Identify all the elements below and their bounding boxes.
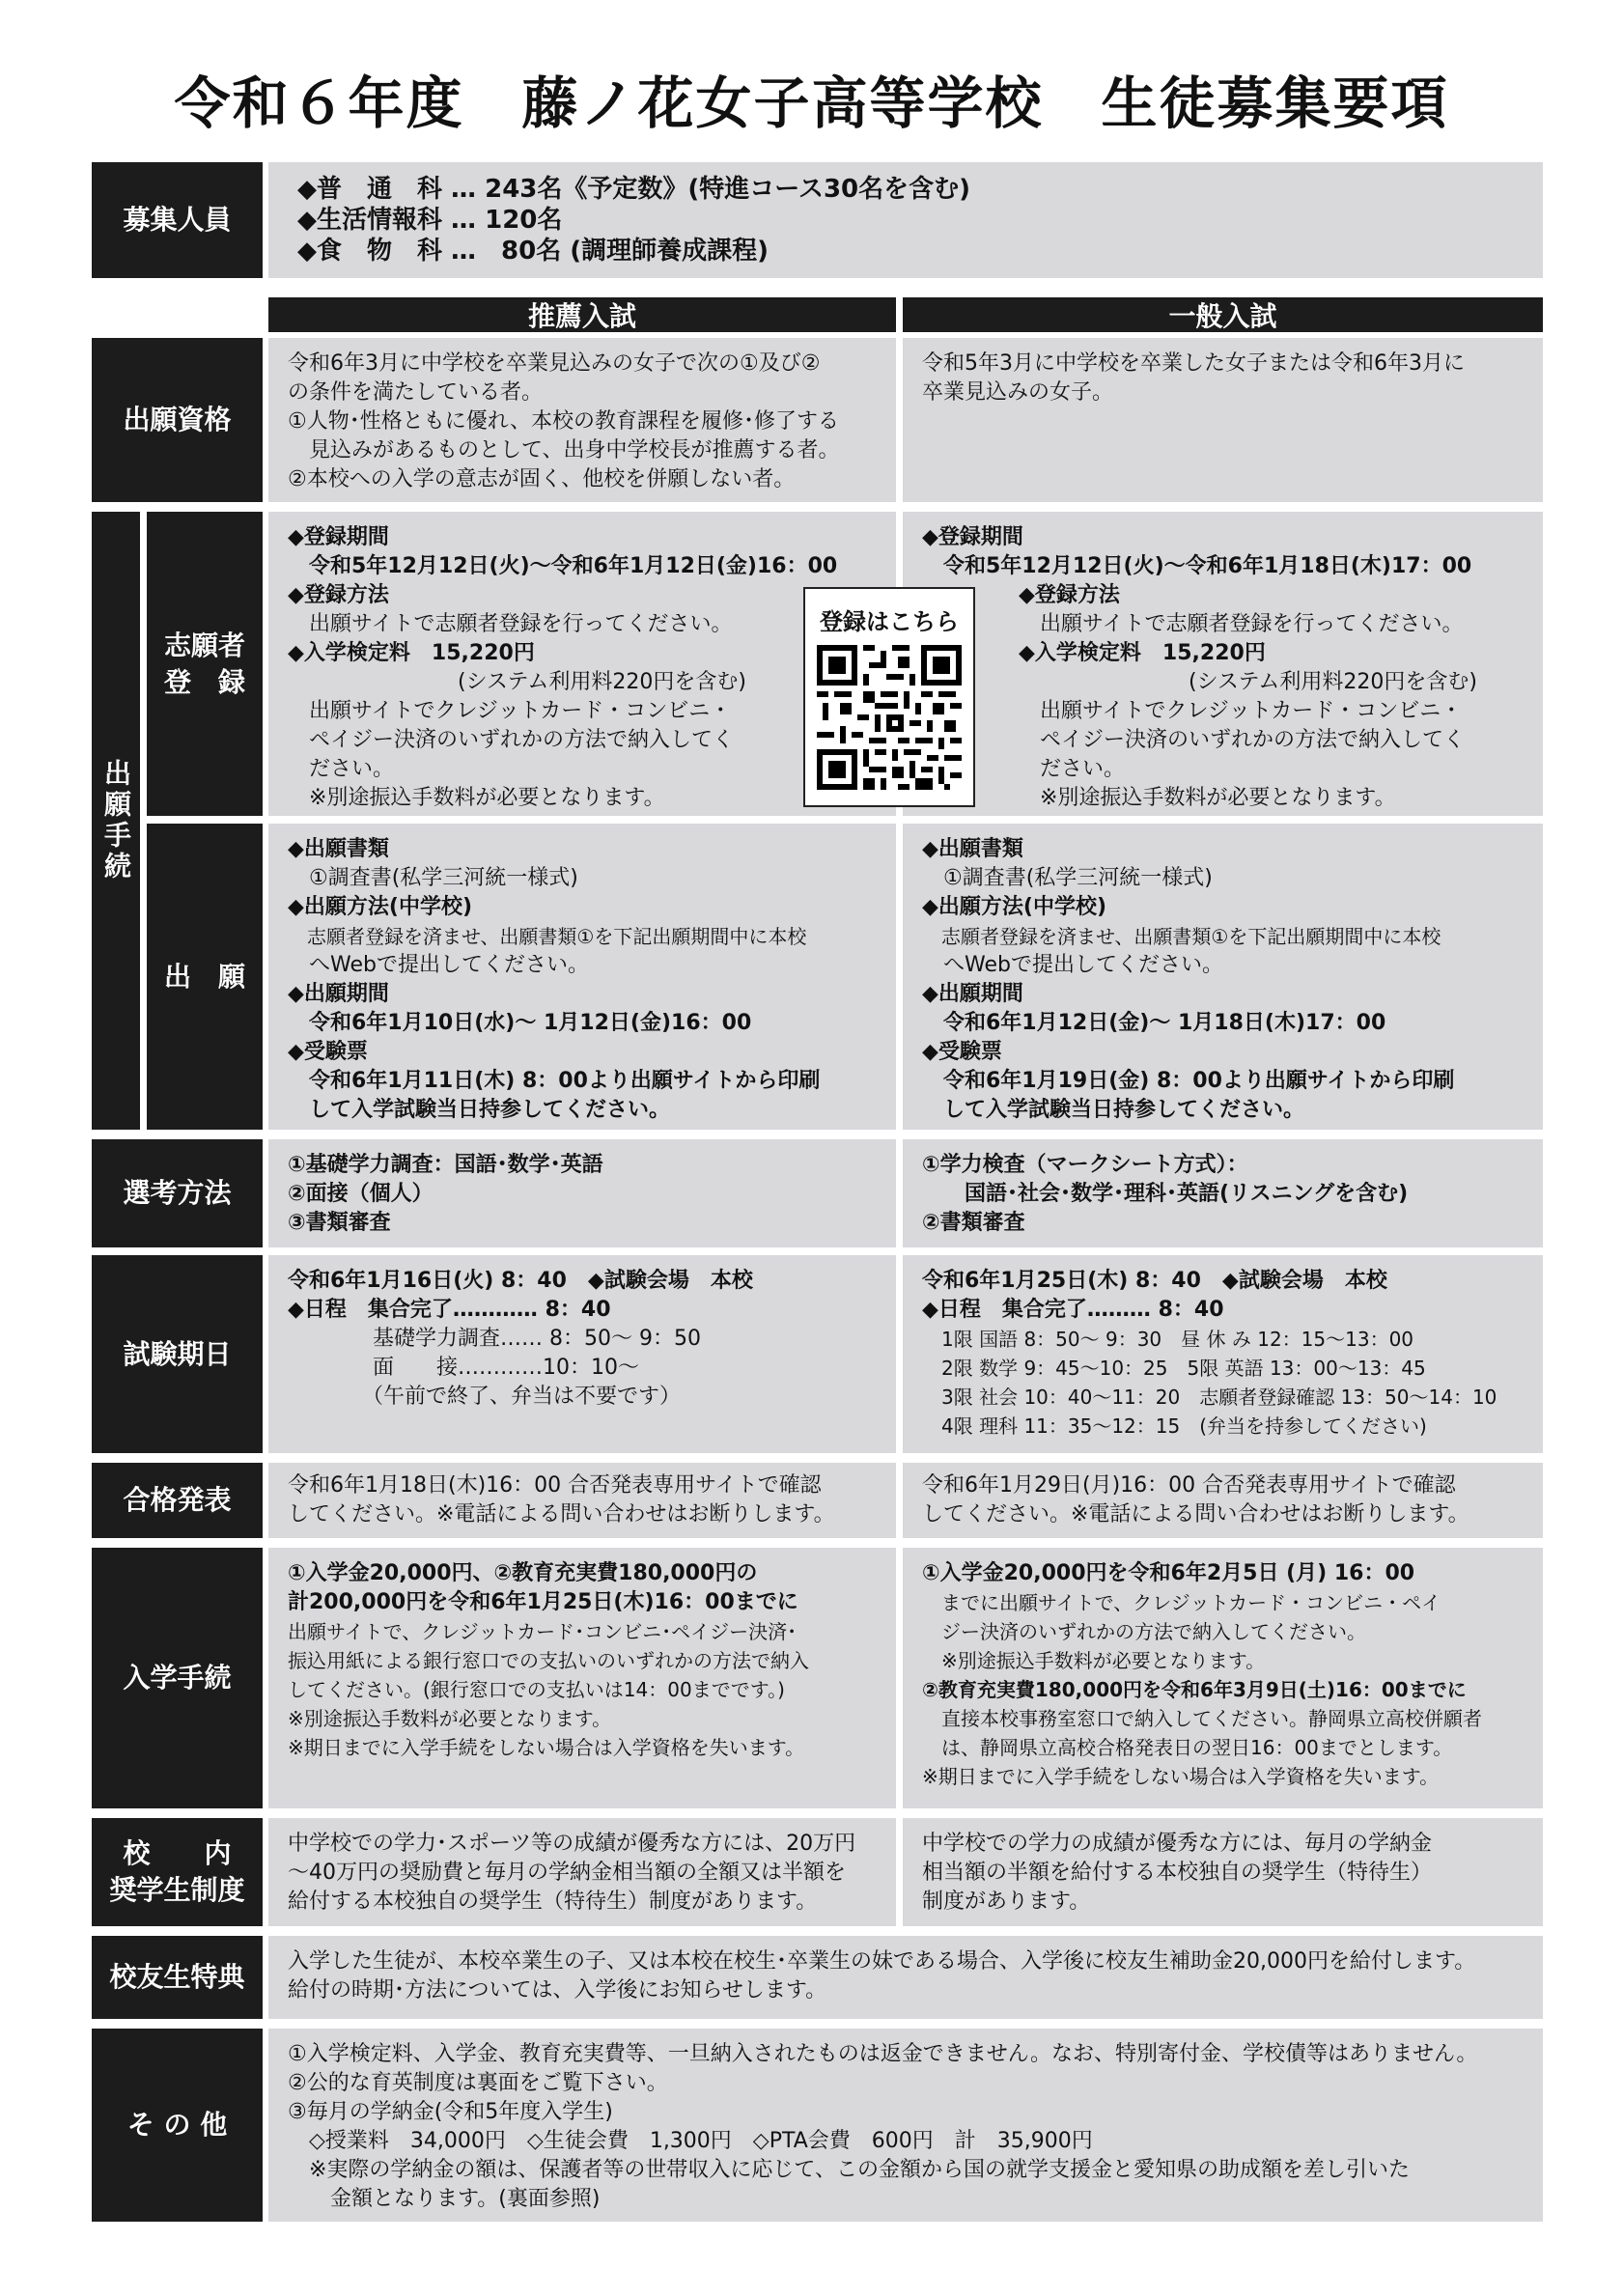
senko-suisen <box>268 1139 896 1247</box>
text-line: 基礎学力調査…… 8：50～ 9：50 <box>288 1327 701 1351</box>
text-line: ～40万円の奨励費と毎月の学納金相当額の全額又は半額を <box>288 1861 846 1885</box>
shikaku-suisen <box>268 338 896 502</box>
text-line: 中学校での学力･スポーツ等の成績が優秀な方には、20万円 <box>288 1832 856 1856</box>
text-line: 入学した生徒が、本校卒業生の子、又は本校在校生･卒業生の妹である場合、入学後に校友生補助金20,000円を給付します。 <box>288 1949 1476 1974</box>
text-line: ①入学金20,000円、②教育充実費180,000円の <box>288 1561 758 1585</box>
text-line: ださい。 <box>288 757 395 781</box>
gokaku-label: 合格発表 <box>92 1463 263 1538</box>
text-line: ペイジー決済のいずれかの方法で納入してく <box>288 728 735 752</box>
text-line: ①調査書(私学三河統一様式) <box>922 866 1213 890</box>
text-line: 1限 国語 8：50～ 9：30 昼 休 み 12：15～13：00 <box>922 1328 1414 1351</box>
shigansha-label-text: 志願者 登 録 <box>163 629 245 698</box>
text-line: ◆出願期間 <box>922 982 1023 1006</box>
page-title: 令和６年度 藤ノ花女子高等学校 生徒募集要項 <box>174 70 1449 136</box>
text-line: ③書類審査 <box>288 1211 391 1235</box>
text-line: ◆登録方法 <box>1019 583 1120 607</box>
text-line: (システム利用料220円を含む) <box>1019 670 1477 694</box>
text-line: ◆受験票 <box>922 1040 1002 1064</box>
text-line: ※別途振込手数料が必要となります。 <box>922 1649 1266 1672</box>
text-line: へWebで提出してください。 <box>288 953 589 977</box>
shutsugan-suisen <box>268 824 896 1130</box>
text-line: 直接本校事務室窓口で納入してください。静岡県立高校併願者 <box>922 1707 1482 1730</box>
boshu-line: ◆生活情報科 … 120名 <box>297 206 563 235</box>
text-line: ◆出願書類 <box>922 837 1023 861</box>
text-line: ◆出願方法(中学校) <box>922 895 1107 919</box>
text-line: の条件を満たしている者。 <box>288 380 544 405</box>
text-line: 4限 理科 11：35～12：15 (弁当を持参してください) <box>922 1414 1427 1438</box>
text-line: してください。※電話による問い合わせはお断りします。 <box>922 1502 1469 1526</box>
sonota-content <box>268 2029 1543 2222</box>
text-line: 令和5年12月12日(火)～令和6年1月18日(木)17：00 <box>922 554 1472 578</box>
text-line: ②教育充実費180,000円を令和6年3月9日(土)16：00までに <box>922 1678 1467 1701</box>
text-line: ◆登録方法 <box>288 583 389 607</box>
text-line: ①人物･性格ともに優れ、本校の教育課程を履修･修了する <box>288 409 840 434</box>
text-line: ①学力検査（マークシート方式）： <box>922 1153 1248 1177</box>
qr-label: 登録はこちら <box>820 608 959 635</box>
senko-label: 選考方法 <box>92 1139 263 1247</box>
text-line: 給付する本校独自の奨学生（特待生）制度があります。 <box>288 1890 818 1914</box>
text-line: ◆出願書類 <box>288 837 389 861</box>
text-line: して入学試験当日持参してください。 <box>288 1098 671 1122</box>
shogaku-suisen <box>268 1818 896 1926</box>
text-line: (システム利用料220円を含む) <box>288 670 746 694</box>
text-line: 面 接…………10：10～ <box>288 1356 639 1380</box>
text-line: ださい。 <box>1019 757 1126 781</box>
tetsuzuki-label <box>92 512 140 1130</box>
text-line: 制度があります。 <box>922 1890 1091 1914</box>
nyugaku-suisen <box>268 1548 896 1808</box>
text-line: ◆出願期間 <box>288 982 389 1006</box>
senko-ippan <box>903 1139 1543 1247</box>
shogaku-ippan <box>903 1818 1543 1926</box>
text-line: ※期日までに入学手続をしない場合は入学資格を失います。 <box>288 1736 805 1759</box>
gokaku-ippan <box>903 1463 1543 1538</box>
boshu-line: ◆普 通 科 … 243名《予定数》(特進コース30名を含む) <box>297 175 971 204</box>
text-line: 令和6年1月18日(木)16：00 合否発表専用サイトで確認 <box>288 1473 822 1498</box>
text-line: 出願サイトで志願者登録を行ってください。 <box>288 612 733 636</box>
text-line: ◆入学検定料 15,220円 <box>288 641 535 665</box>
text-line: ②本校への入学の意志が固く、他校を併願しない者。 <box>288 467 796 491</box>
text-line: 振込用紙による銀行窓口での支払いのいずれかの方法で納入 <box>288 1649 809 1672</box>
shigansha-suisen <box>268 512 896 816</box>
text-line: 中学校での学力の成績が優秀な方には、毎月の学納金 <box>922 1832 1433 1856</box>
text-line: 令和6年1月19日(金) 8：00より出願サイトから印刷 <box>922 1069 1455 1093</box>
text-line: 令和6年1月11日(木) 8：00より出願サイトから印刷 <box>288 1069 821 1093</box>
text-line: 計200,000円を令和6年1月25日(木)16：00までに <box>288 1590 798 1614</box>
text-line: ②書類審査 <box>922 1211 1025 1235</box>
shutsugan-label: 出 願 <box>147 824 263 1130</box>
text-line: 出願サイトでクレジットカード・コンビニ・ <box>288 699 732 723</box>
text-line: 令和6年1月25日(木) 8：40 ◆試験会場 本校 <box>922 1269 1387 1293</box>
shigansha-label <box>147 512 263 816</box>
column-header-suisen: 推薦入試 <box>268 297 896 332</box>
text-line: ◇授業料 34,000円 ◇生徒会費 1,300円 ◇PTA会費 600円 計 35,900円 <box>288 2129 1093 2153</box>
text-line: 令和6年1月16日(火) 8：40 ◆試験会場 本校 <box>288 1269 753 1293</box>
text-line: 2限 数学 9：45～10：25 5限 英語 13：00～13：45 <box>922 1357 1426 1380</box>
text-line: ②面接（個人） <box>288 1182 434 1206</box>
shikaku-ippan <box>903 338 1543 502</box>
text-line: 志願者登録を済ませ、出願書類①を下記出願期間中に本校 <box>922 925 1441 948</box>
text-line: 卒業見込みの女子。 <box>922 380 1114 405</box>
text-line: ◆受験票 <box>288 1040 368 1064</box>
text-line: 令和6年1月10日(水)～ 1月12日(金)16：00 <box>288 1011 752 1035</box>
text-line: 令和5年12月12日(火)～令和6年1月12日(金)16：00 <box>288 554 838 578</box>
text-line: ※別途振込手数料が必要となります。 <box>288 786 665 810</box>
text-line: して入学試験当日持参してください。 <box>922 1098 1305 1122</box>
koyusei-content <box>268 1936 1543 2019</box>
shiken-ippan <box>903 1255 1543 1453</box>
text-line: （午前で終了、弁当は不要です） <box>288 1385 682 1409</box>
text-line: ※別途振込手数料が必要となります。 <box>288 1707 612 1730</box>
text-line: 国語･社会･数学･理科･英語(リスニングを含む) <box>922 1182 1409 1206</box>
shigansha-ippan <box>903 512 1543 816</box>
text-line: ◆日程 集合完了………… 8：40 <box>288 1298 611 1322</box>
sonota-label: そ の 他 <box>92 2029 263 2222</box>
text-line: ①入学検定料、入学金、教育充実費等、一旦納入されたものは返金できません。なお、特別寄付金、学校債等はありません。 <box>288 2042 1478 2066</box>
text-line: してください。(銀行窓口での支払いは14：00までです。) <box>288 1678 785 1701</box>
text-line: 令和6年1月29日(月)16：00 合否発表専用サイトで確認 <box>922 1473 1456 1498</box>
nyugaku-label: 入学手続 <box>92 1548 263 1808</box>
text-line: 給付の時期･方法については、入学後にお知らせします。 <box>288 1978 827 2002</box>
qr-box[interactable] <box>803 587 975 807</box>
gokaku-suisen <box>268 1463 896 1538</box>
koyusei-label: 校友生特典 <box>92 1936 263 2019</box>
text-line: ③毎月の学納金(令和5年度入学生) <box>288 2100 613 2124</box>
text-line: ◆出願方法(中学校) <box>288 895 473 919</box>
text-line: までに出願サイトで、クレジットカード・コンビニ・ペイ <box>922 1591 1441 1614</box>
shutsugan-ippan <box>903 824 1543 1130</box>
text-line: 金額となります。(裏面参照) <box>288 2187 601 2211</box>
text-line: ペイジー決済のいずれかの方法で納入してく <box>1019 728 1466 752</box>
text-line: 見込みがあるものとして、出身中学校長が推薦する者。 <box>288 438 840 462</box>
boshu-line: ◆食 物 科 … 80名 (調理師養成課程) <box>297 237 770 266</box>
column-header-ippan: 一般入試 <box>903 297 1543 332</box>
text-line: 出願サイトで、クレジットカード･コンビニ･ペイジー決済･ <box>288 1620 798 1643</box>
shogaku-label <box>92 1818 263 1926</box>
text-line: ◆日程 集合完了……… 8：40 <box>922 1298 1224 1322</box>
text-line: 3限 社会 10：40～11：20 志願者登録確認 13：50～14：10 <box>922 1386 1497 1409</box>
nyugaku-ippan <box>903 1548 1543 1808</box>
shikaku-label: 出願資格 <box>92 338 263 502</box>
text-line: 相当額の半額を給付する本校独自の奨学生（特待生） <box>922 1861 1433 1885</box>
boshu-content <box>268 162 1543 278</box>
text-line: ※実際の学納金の額は、保護者等の世帯収入に応じて、この金額から国の就学支援金と愛知県の助成額を差し引いた <box>288 2158 1410 2182</box>
text-line: ※別途振込手数料が必要となります。 <box>1019 786 1396 810</box>
text-line: ①調査書(私学三河統一様式) <box>288 866 578 890</box>
shiken-label: 試験期日 <box>92 1255 263 1453</box>
text-line: ※期日までに入学手続をしない場合は入学資格を失います。 <box>922 1765 1440 1788</box>
text-line: 出願サイトで志願者登録を行ってください。 <box>1019 612 1464 636</box>
text-line: ◆登録期間 <box>922 525 1023 549</box>
text-line: ◆入学検定料 15,220円 <box>1019 641 1266 665</box>
text-line: 志願者登録を済ませ、出願書類①を下記出願期間中に本校 <box>288 925 807 948</box>
qr-code-icon[interactable] <box>817 645 962 790</box>
text-line: ジー決済のいずれかの方法で納入してください。 <box>922 1620 1366 1643</box>
shiken-suisen <box>268 1255 896 1453</box>
text-line: 令和5年3月に中学校を卒業した女子または令和6年3月に <box>922 351 1465 376</box>
text-line: へWebで提出してください。 <box>922 953 1223 977</box>
shogaku-label-text: 校 内 奨学生制度 <box>109 1837 245 1906</box>
text-line: ◆登録期間 <box>288 525 389 549</box>
text-line: ①入学金20,000円を令和6年2月5日 (月) 16：00 <box>922 1561 1415 1585</box>
text-line: 令和6年1月12日(金)～ 1月18日(木)17：00 <box>922 1011 1386 1035</box>
text-line: は、静岡県立高校合格発表日の翌日16：00までとします。 <box>922 1736 1453 1759</box>
text-line: 令和6年3月に中学校を卒業見込みの女子で次の①及び② <box>288 351 821 376</box>
text-line: 出願サイトでクレジットカード・コンビニ・ <box>1019 699 1463 723</box>
text-line: ②公的な育英制度は裏面をご覧下さい。 <box>288 2071 668 2095</box>
boshu-label: 募集人員 <box>92 162 263 278</box>
text-line: ①基礎学力調査：国語･数学･英語 <box>288 1153 603 1177</box>
tetsuzuki-label-text: 出願手続 <box>100 759 132 882</box>
text-line: してください。※電話による問い合わせはお断りします。 <box>288 1502 835 1526</box>
